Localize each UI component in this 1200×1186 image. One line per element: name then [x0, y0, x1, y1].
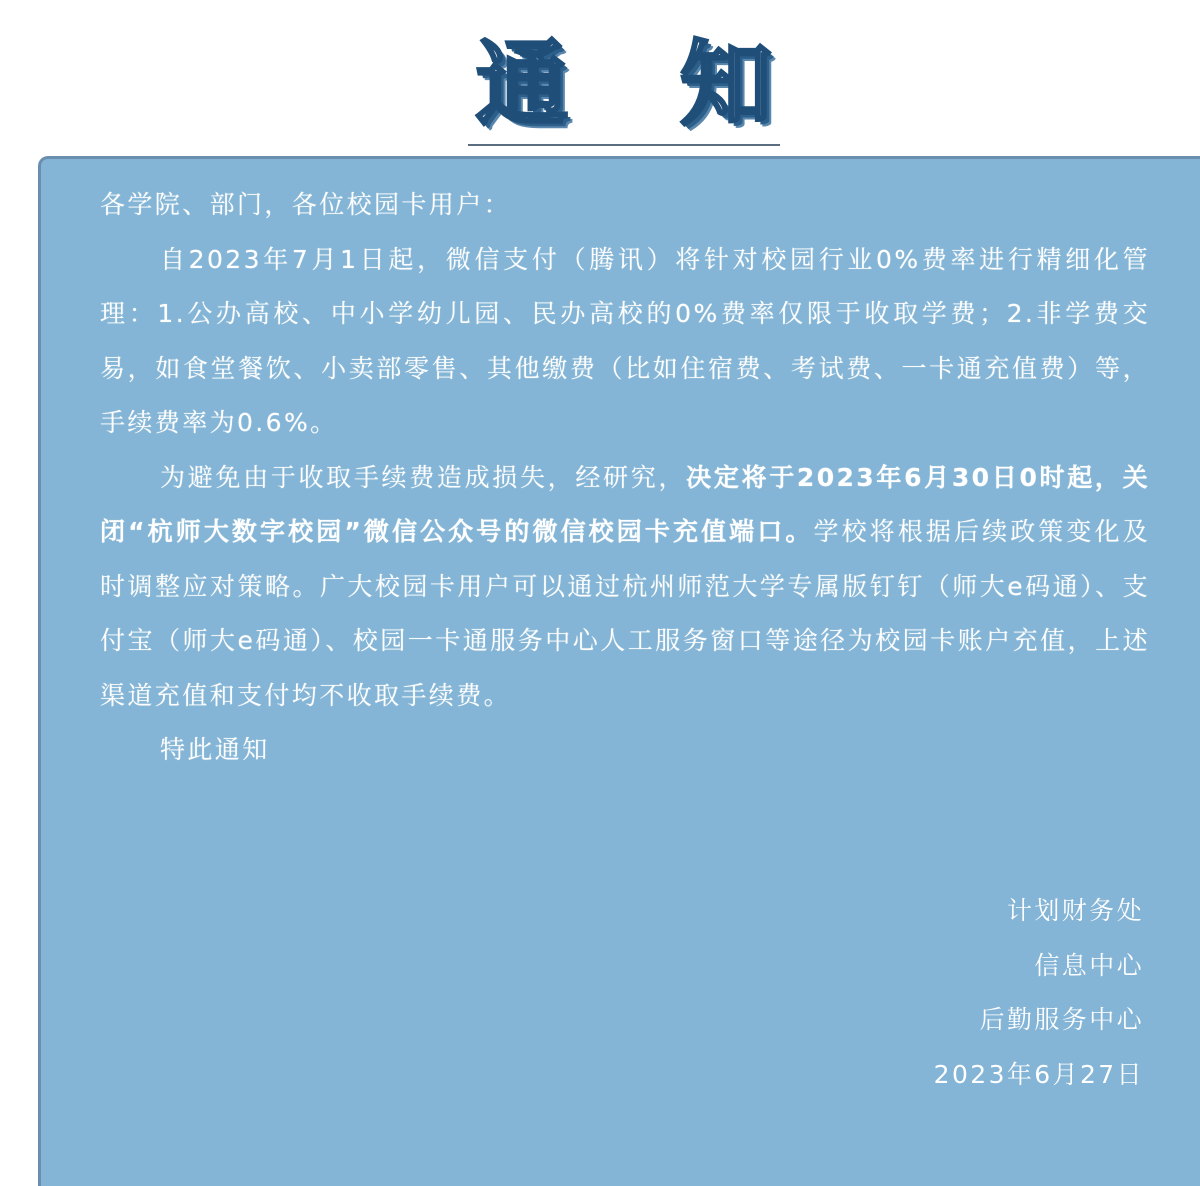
- signature-block: [934, 884, 1144, 1102]
- decision-prefix: 为避免由于收取手续费造成损失，经研究，: [160, 462, 687, 492]
- paragraph-fee-policy: 自2023年7月1日起，微信支付（腾讯）将针对校园行业0%费率进行精细化管理：1.公办高校、中小学幼儿园、民办高校的0%费率仅限于收取学费；2.非学费交易，如食堂餐饮、小卖部零售、其他缴费（比如住宿费、考试费、一卡通充值费）等，手续费率为0.6%。: [100, 244, 1150, 437]
- paragraph-decision: [100, 451, 1150, 724]
- notice-title: [468, 30, 780, 148]
- issuer-info-center: 信息中心: [1034, 950, 1144, 980]
- decision-highlight: 决定将于2023年6月30日0时起，关闭“杭师大数字校园”微信公众号的微信校园卡充值端口。: [100, 462, 1151, 546]
- salutation: 各学院、部门，各位校园卡用户：: [100, 190, 512, 219]
- title-underline: [468, 144, 780, 146]
- issuer-logistics: 后勤服务中心: [979, 1005, 1144, 1034]
- decision-suffix: 学校将根据后续政策变化及时调整应对策略。广大校园卡用户可以通过杭州师范大学专属版钉钉（师大e码通）、支付宝（师大e码通）、校园一卡通服务中心人工服务窗口等途径为校园卡账户充值，上述渠道充值和支付均不收取手续费。: [100, 517, 1150, 710]
- title-char-1: 通: [476, 31, 569, 138]
- title-char-2: 知: [679, 31, 772, 138]
- issue-date: 2023年6月27日: [933, 1059, 1144, 1089]
- issuer-finance: 计划财务处: [1006, 896, 1144, 925]
- notice-body: [100, 178, 1150, 778]
- closing-line: 特此通知: [160, 735, 270, 764]
